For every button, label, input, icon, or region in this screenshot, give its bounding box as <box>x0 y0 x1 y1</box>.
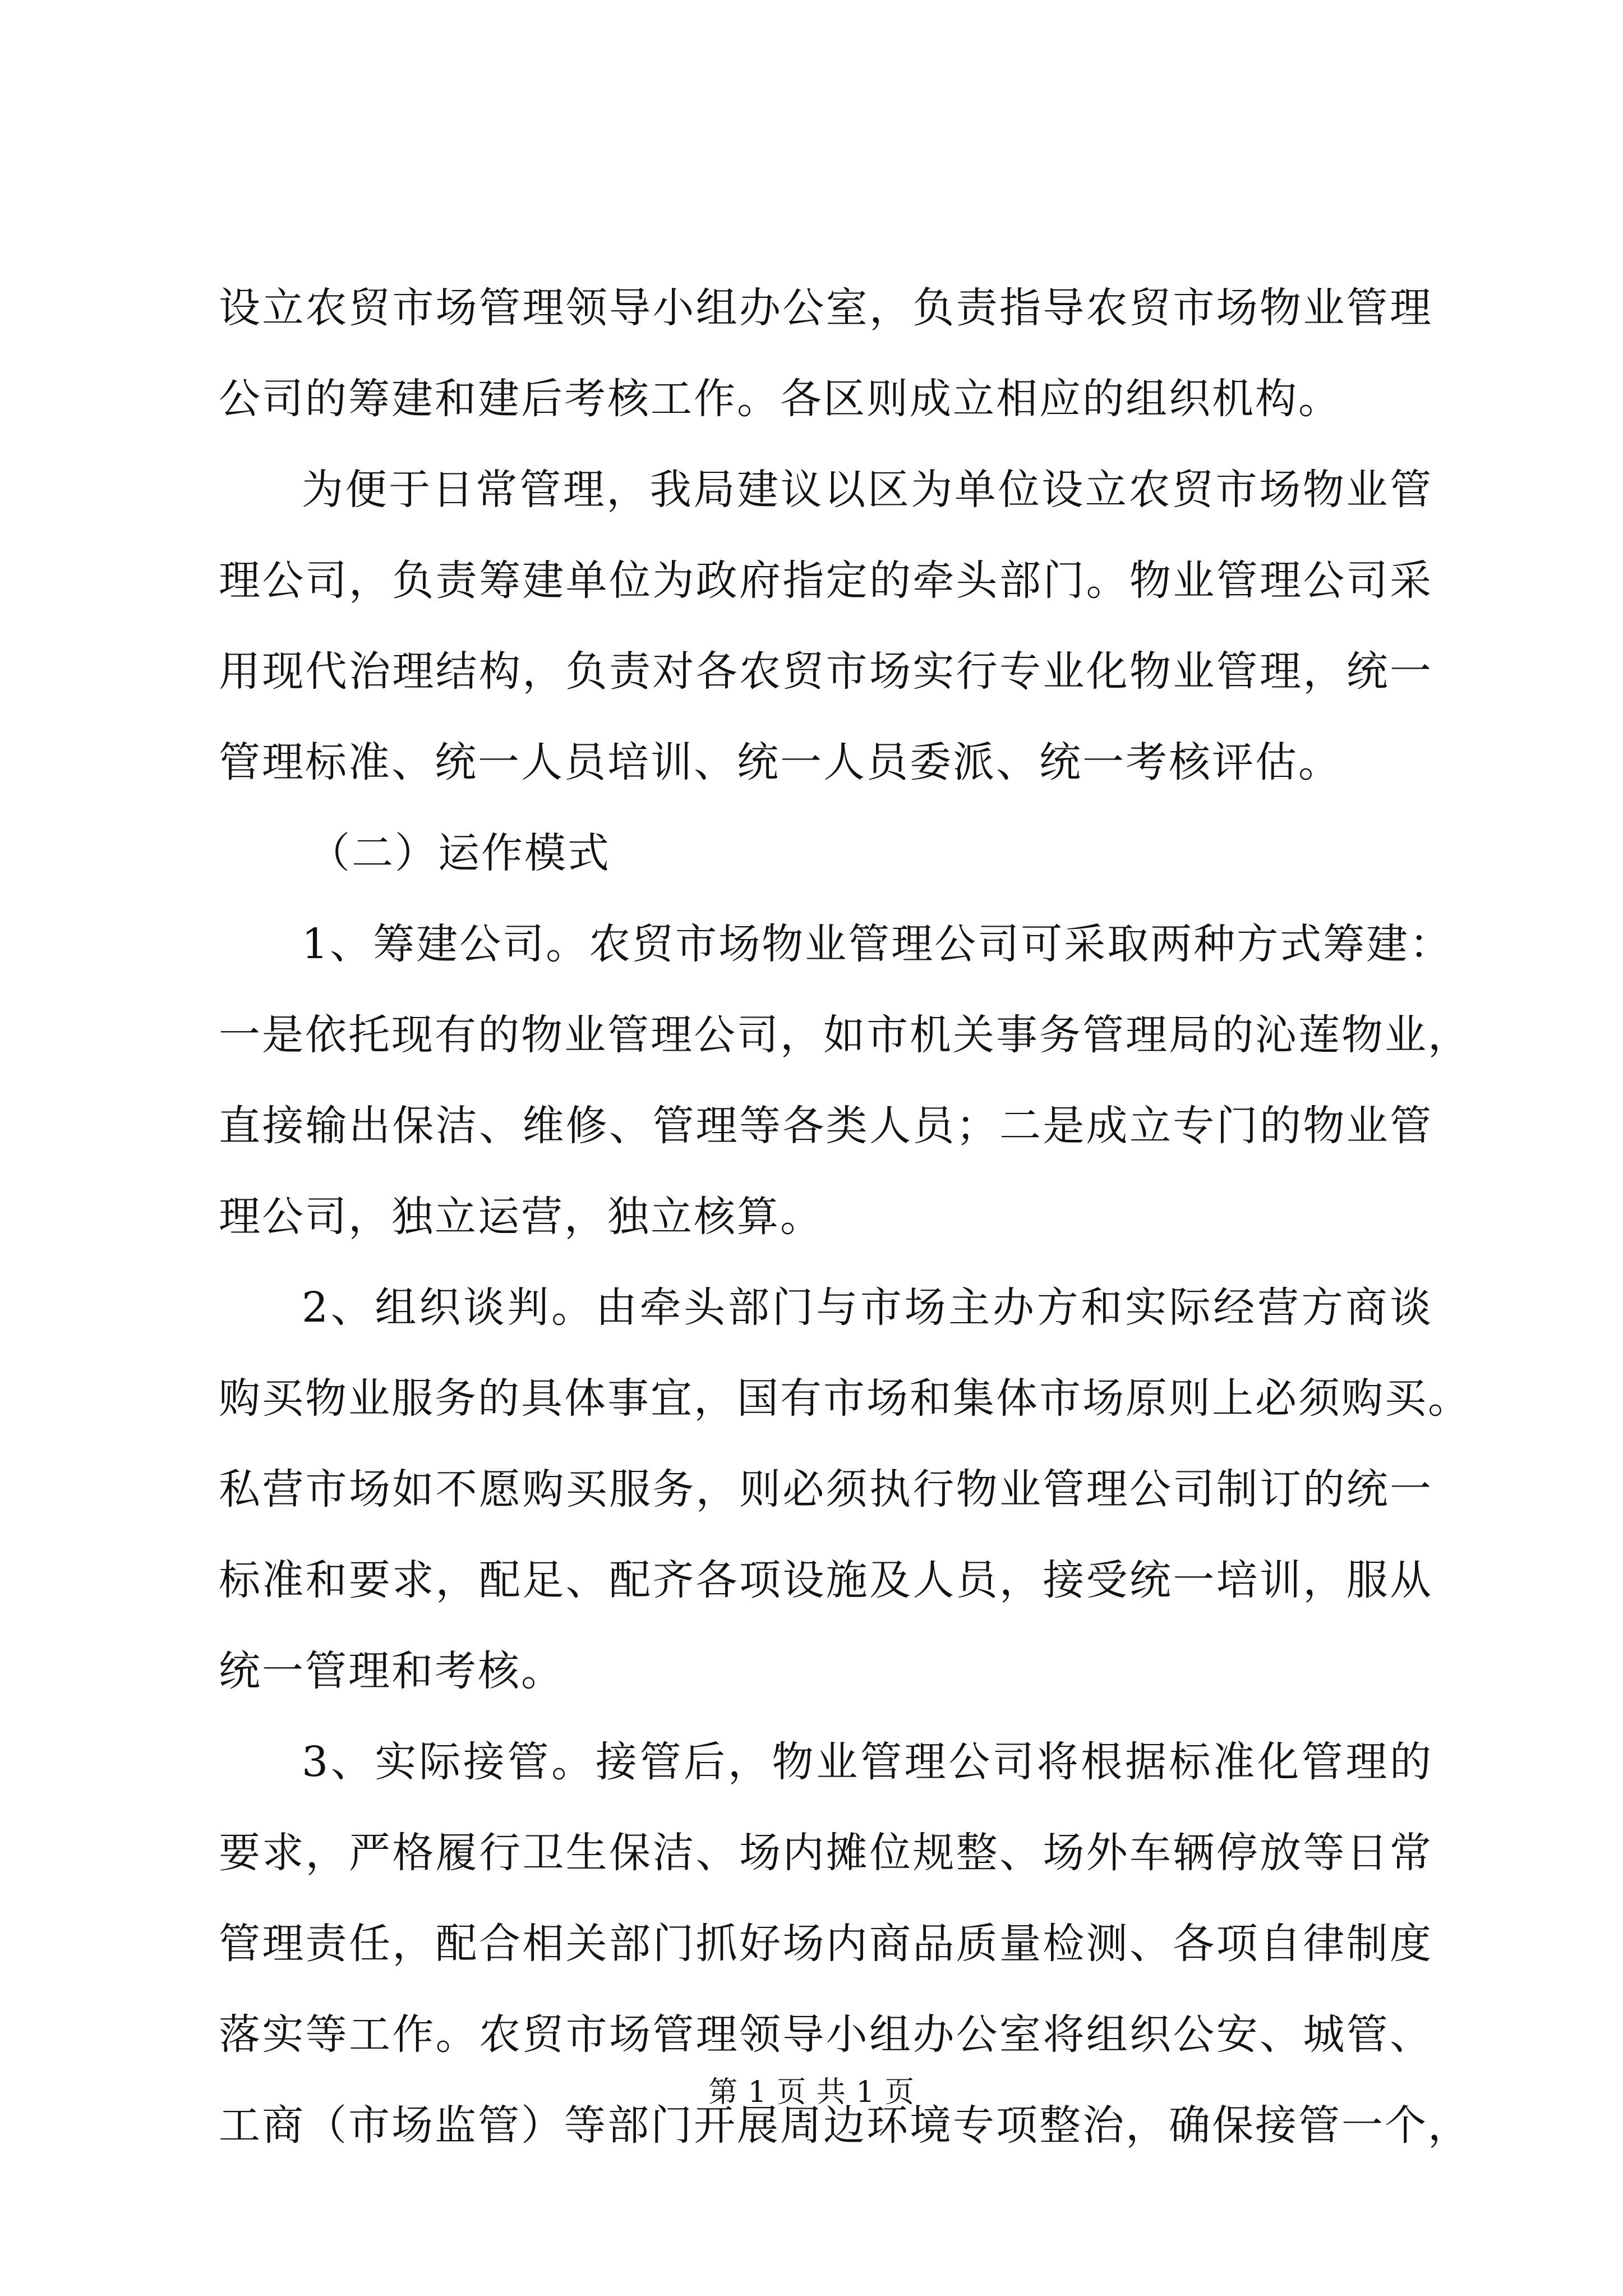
text-line: 落实等工作。农贸市场管理领导小组办公室将组织公安、城管、 <box>219 2010 1433 2059</box>
body-text <box>219 263 1471 2171</box>
text-line: 为便于日常管理，我局建议以区为单位设立农贸市场物业管 <box>302 466 1433 514</box>
text-line: 2、组织谈判。由牵头部门与市场主办方和实际经营方商谈 <box>302 1283 1433 1332</box>
text-line: 理公司，独立运营，独立核算。 <box>219 1193 823 1241</box>
section-heading: （二）运作模式 <box>308 829 611 877</box>
text-line: 公司的筹建和建后考核工作。各区则成立相应的组织机构。 <box>219 375 1341 423</box>
text-line: 统一管理和考核。 <box>219 1647 564 1695</box>
text-line: 用现代治理结构，负责对各农贸市场实行专业化物业管理，统一 <box>219 647 1433 696</box>
text-line: 管理标准、统一人员培训、统一人员委派、统一考核评估。 <box>219 738 1341 786</box>
text-line: 工商（市场监管）等部门开展周边环境专项整治，确保接管一个， <box>219 2101 1471 2150</box>
text-line: 要求，严格履行卫生保洁、场内摊位规整、场外车辆停放等日常 <box>219 1829 1433 1877</box>
text-line: 1、筹建公司。农贸市场物业管理公司可采取两种方式筹建： <box>302 920 1453 968</box>
page-number-footer: 第 1 页 共 1 页 <box>708 2076 915 2109</box>
text-line: 设立农贸市场管理领导小组办公室，负责指导农贸市场物业管理 <box>219 284 1433 332</box>
text-line: 标准和要求，配足、配齐各项设施及人员，接受统一培训，服从 <box>219 1556 1433 1604</box>
text-line: 私营市场如不愿购买服务，则必须执行物业管理公司制订的统一 <box>219 1465 1433 1513</box>
text-line: 一是依托现有的物业管理公司，如市机关事务管理局的沁莲物业， <box>219 1011 1471 1059</box>
text-line: 理公司，负责筹建单位为政府指定的牵头部门。物业管理公司采 <box>219 556 1433 605</box>
text-line: 管理责任，配合相关部门抓好场内商品质量检测、各项自律制度 <box>219 1920 1433 1968</box>
text-line: 3、实际接管。接管后，物业管理公司将根据标准化管理的 <box>302 1738 1433 1786</box>
text-line: 购买物业服务的具体事宜，国有市场和集体市场原则上必须购买。 <box>219 1374 1471 1423</box>
text-line: 直接输出保洁、维修、管理等各类人员；二是成立专门的物业管 <box>219 1102 1433 1150</box>
